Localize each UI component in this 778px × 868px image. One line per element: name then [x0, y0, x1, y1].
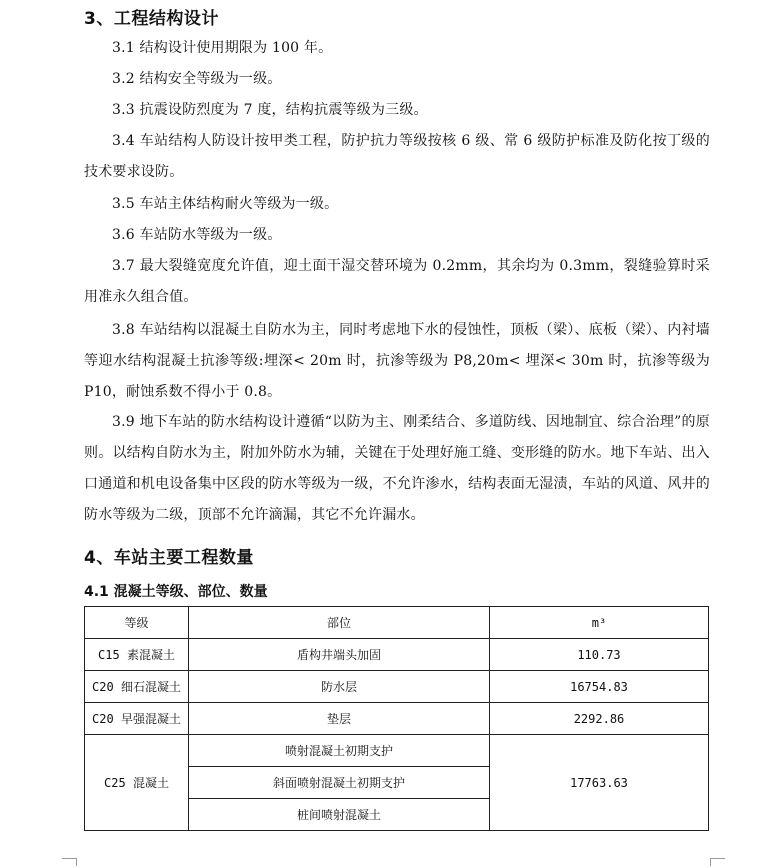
cell-quantity-merged: 17763.63 [490, 735, 709, 831]
cell-part: 垫层 [189, 703, 490, 735]
cell-grade-merged: C25 混凝土 [85, 735, 189, 831]
section-4-heading: 4、车站主要工程数量 [84, 548, 254, 568]
table-row [85, 735, 709, 767]
cell-quantity: 16754.83 [490, 671, 709, 703]
header-grade: 等级 [85, 607, 189, 639]
cell-part: 斜面喷射混凝土初期支护 [189, 767, 490, 799]
header-part: 部位 [189, 607, 490, 639]
header-quantity: m³ [490, 607, 709, 639]
section-4-1-heading: 4.1 混凝土等级、部位、数量 [84, 584, 268, 600]
paragraph-3-2: 3.2 结构安全等级为一级。 [112, 71, 282, 87]
paragraph-3-8: 3.8 车站结构以混凝土自防水为主，同时考虑地下水的侵蚀性，顶板（梁）、底板（梁）、内衬墙等迎水结构混凝土抗渗等级:埋深< 20m 时，抗渗等级为 P8,20m< 埋深< 30m 时，抗渗等级为 P10，耐蚀系数不得小于 0.8。 [84, 322, 710, 400]
paragraph-3-9: 3.9 地下车站的防水结构设计遵循“以防为主、刚柔结合、多道防线、因地制宜、综合治理”的原则。以结构自防水为主，附加外防水为辅，关键在于处理好施工缝、变形缝的防水。地下车站、出入口通道和机电设备集中区段的防水等级为一级，不允许渗水，结构表面无湿渍，车站的风道、风井的防水等级为二级，顶部不允许滴漏，其它不允许漏水。 [84, 414, 710, 523]
paragraph-3-4: 3.4 车站结构人防设计按甲类工程，防护抗力等级按核 6 级、常 6 级防护标准及防化按丁级的技术要求设防。 [84, 133, 710, 180]
paragraph-3-3: 3.3 抗震设防烈度为 7 度，结构抗震等级为三级。 [112, 102, 428, 118]
concrete-quantity-table [84, 606, 709, 831]
section-3-heading: 3、工程结构设计 [84, 9, 219, 29]
cell-grade: C20 早强混凝土 [85, 703, 189, 735]
cell-part: 桩间喷射混凝土 [189, 799, 490, 831]
paragraph-3-6: 3.6 车站防水等级为一级。 [112, 227, 282, 243]
paragraph-3-7: 3.7 最大裂缝宽度允许值，迎土面干湿交替环境为 0.2mm，其余均为 0.3mm，裂缝验算时采用准永久组合值。 [84, 258, 710, 305]
cell-grade: C20 细石混凝土 [85, 671, 189, 703]
table-row [85, 671, 709, 703]
page-corner-mark-left [62, 858, 77, 866]
paragraph-3-1: 3.1 结构设计使用期限为 100 年。 [112, 40, 333, 56]
cell-quantity: 2292.86 [490, 703, 709, 735]
paragraph-3-5: 3.5 车站主体结构耐火等级为一级。 [112, 196, 339, 212]
cell-grade: C15 素混凝土 [85, 639, 189, 671]
cell-part: 盾构井端头加固 [189, 639, 490, 671]
page-corner-mark-right [710, 858, 725, 866]
table-header-row [85, 607, 709, 639]
cell-part: 防水层 [189, 671, 490, 703]
cell-part: 喷射混凝土初期支护 [189, 735, 490, 767]
table-row [85, 703, 709, 735]
cell-quantity: 110.73 [490, 639, 709, 671]
table-row [85, 639, 709, 671]
